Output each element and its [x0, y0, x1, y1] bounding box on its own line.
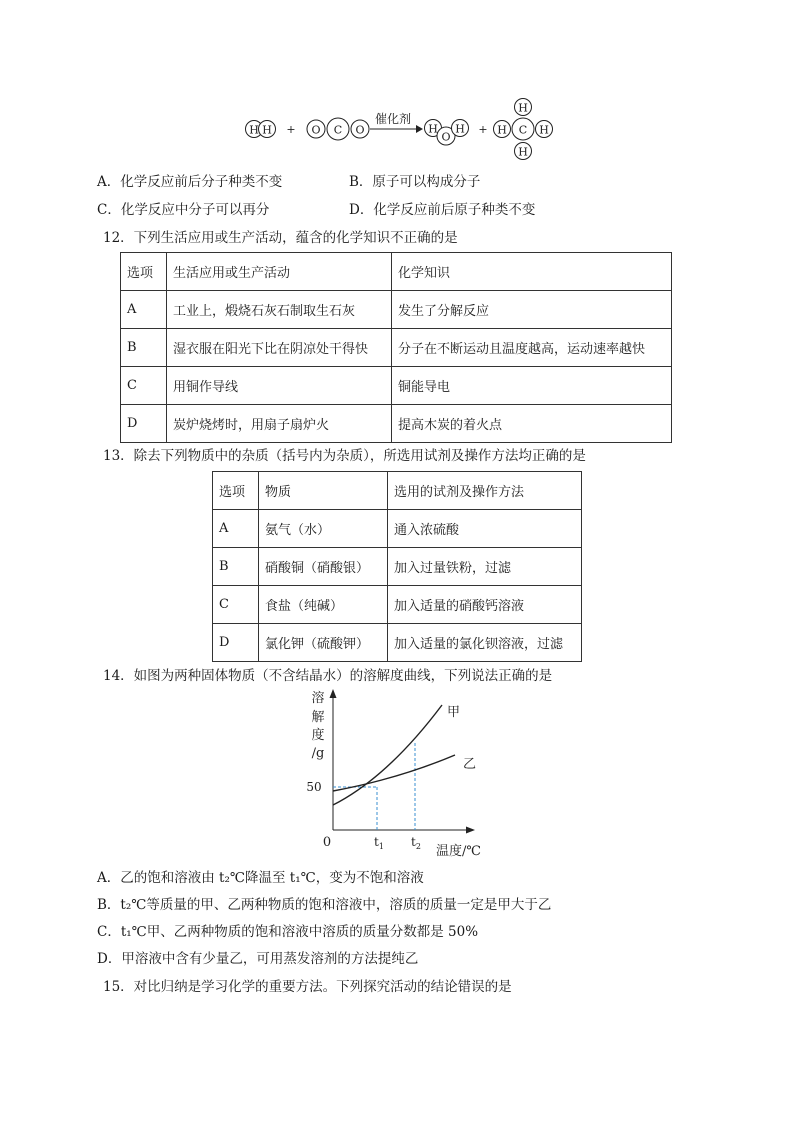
curve-jia-label: 甲	[447, 705, 461, 720]
svg-text:O: O	[441, 130, 451, 144]
table-cell: 铜能导电	[392, 367, 672, 405]
y-axis-label-3: 度	[311, 728, 325, 743]
table-header-cell: 生活应用或生产活动	[167, 253, 392, 291]
table-cell: C	[121, 367, 167, 405]
svg-text:H: H	[262, 123, 272, 137]
table-cell: C	[213, 586, 259, 624]
table-row	[213, 548, 582, 586]
svg-text:H: H	[518, 101, 528, 115]
h2-molecule	[246, 121, 276, 138]
q12-stem: 12．下列生活应用或生产活动，蕴含的化学知识不正确的是	[103, 230, 458, 246]
y-axis-label-4: /g	[311, 746, 325, 761]
table-cell: 硝酸铜（硝酸银）	[259, 548, 388, 586]
table-cell: 分子在不断运动且温度越高，运动速率越快	[392, 329, 672, 367]
svg-text:H: H	[518, 145, 528, 159]
svg-text:H: H	[455, 122, 465, 136]
table-cell: 加入适量的氯化钡溶液，过滤	[388, 624, 582, 662]
q11-option-a: A．化学反应前后分子种类不变	[97, 174, 283, 190]
table-cell: 湿衣服在阳光下比在阴凉处干得快	[167, 329, 392, 367]
q11-option-d: D．化学反应前后原子种类不变	[349, 202, 536, 218]
table-cell: 氨气（水）	[259, 510, 388, 548]
y-tick-50: 50	[306, 780, 322, 794]
table-header-cell: 选项	[121, 253, 167, 291]
table-cell: 食盐（纯碱）	[259, 586, 388, 624]
table-cell: B	[213, 548, 259, 586]
table-cell: 氯化钾（硫酸钾）	[259, 624, 388, 662]
table-cell: B	[121, 329, 167, 367]
ch4-molecule	[494, 99, 553, 160]
co2-molecule	[307, 118, 369, 140]
q11-option-c: C．化学反应中分子可以再分	[97, 202, 270, 218]
table-cell: 炭炉烧烤时，用扇子扇炉火	[167, 405, 392, 443]
q12-table	[120, 252, 672, 443]
reaction-diagram	[240, 95, 570, 160]
y-axis-label-1: 溶	[311, 691, 325, 706]
table-cell: 提高木炭的着火点	[392, 405, 672, 443]
table-header-cell: 选项	[213, 472, 259, 510]
table-header-row	[213, 472, 582, 510]
table-cell: 用铜作导线	[167, 367, 392, 405]
table-cell: 工业上，煅烧石灰石制取生石灰	[167, 291, 392, 329]
svg-text:H: H	[428, 122, 438, 136]
q14-option-d: D．甲溶液中含有少量乙，可用蒸发溶剂的方法提纯乙	[97, 951, 419, 967]
q13-stem: 13．除去下列物质中的杂质（括号内为杂质），所选用试剂及操作方法均正确的是	[103, 448, 586, 464]
svg-text:C: C	[518, 123, 528, 137]
plus-sign-1: +	[286, 123, 296, 136]
table-header-cell: 化学知识	[392, 253, 672, 291]
table-cell: 通入浓硫酸	[388, 510, 582, 548]
table-row	[121, 405, 672, 443]
table-header-cell: 物质	[259, 472, 388, 510]
svg-text:H: H	[539, 123, 549, 137]
table-row	[121, 367, 672, 405]
curve-jia	[333, 705, 442, 805]
plus-sign-2: +	[478, 123, 488, 136]
table-cell: 加入适量的硝酸钙溶液	[388, 586, 582, 624]
table-header-row	[121, 253, 672, 291]
origin-label: 0	[322, 835, 332, 850]
table-row	[213, 510, 582, 548]
table-row	[121, 329, 672, 367]
svg-text:O: O	[311, 123, 321, 137]
q13-table	[212, 471, 582, 662]
h2o-molecule	[425, 120, 469, 146]
table-row	[121, 291, 672, 329]
curve-yi-label: 乙	[463, 757, 477, 772]
x-axis-arrow	[466, 827, 475, 834]
svg-text:H: H	[249, 123, 259, 137]
table-header-cell: 选用的试剂及操作方法	[388, 472, 582, 510]
q15-stem: 15．对比归纳是学习化学的重要方法。下列探究活动的结论错误的是	[103, 979, 512, 995]
table-cell: 发生了分解反应	[392, 291, 672, 329]
q14-option-b: B．t₂℃等质量的甲、乙两种物质的饱和溶液中，溶质的质量一定是甲大于乙	[97, 897, 552, 913]
table-row	[213, 586, 582, 624]
table-cell: A	[213, 510, 259, 548]
q14-stem: 14．如图为两种固体物质（不含结晶水）的溶解度曲线，下列说法正确的是	[103, 668, 553, 684]
y-axis-arrow	[330, 689, 337, 698]
q11-option-b: B．原子可以构成分子	[349, 174, 481, 190]
table-cell: D	[121, 405, 167, 443]
table-cell: D	[213, 624, 259, 662]
x-tick-t1: $t_1$	[374, 835, 384, 851]
reaction-arrow	[370, 111, 423, 133]
table-row	[213, 624, 582, 662]
catalyst-label: 催化剂	[374, 112, 412, 126]
svg-text:O: O	[355, 123, 365, 137]
svg-text:C: C	[333, 123, 343, 137]
table-cell: 加入过量铁粉，过滤	[388, 548, 582, 586]
solubility-graph	[300, 685, 500, 860]
q14-option-a: A．乙的饱和溶液由 t₂℃降温至 t₁℃，变为不饱和溶液	[97, 870, 424, 886]
x-axis-label: 温度/℃	[436, 844, 481, 859]
x-tick-t2: $t_2$	[411, 835, 421, 851]
y-axis-label-2: 解	[311, 710, 325, 725]
table-cell: A	[121, 291, 167, 329]
svg-text:H: H	[497, 123, 507, 137]
q14-option-c: C．t₁℃甲、乙两种物质的饱和溶液中溶质的质量分数都是 50%	[97, 924, 479, 940]
